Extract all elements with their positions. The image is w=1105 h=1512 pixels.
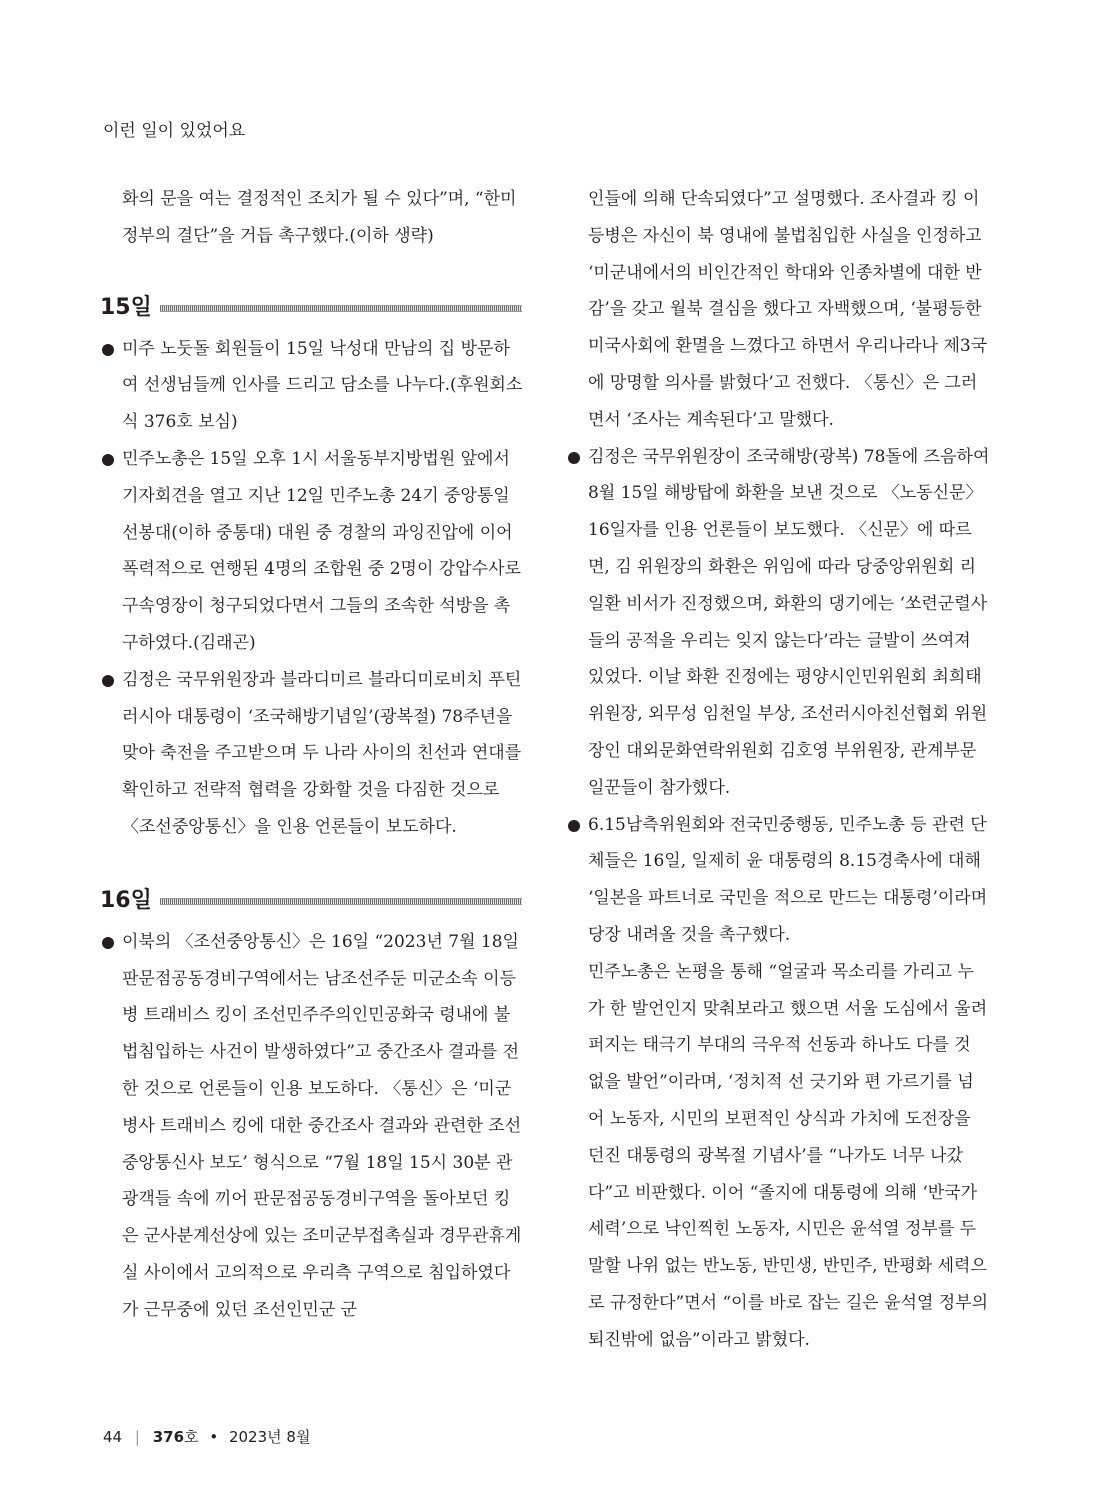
issue-suffix: 호: [184, 1428, 199, 1446]
page-number: 44: [103, 1428, 123, 1446]
day-16-heading: [100, 886, 524, 920]
list-item: [100, 331, 524, 441]
section-label: 이런 일이 있었어요: [103, 121, 246, 141]
year: 2023: [228, 1428, 268, 1446]
footer-separator: |: [134, 1428, 140, 1446]
continuation-paragraph: 인들에 의해 단속되였다”고 설명했다. 조사결과 킹 이등병은 자신이 북 영내에 불법침입한 사실을 인정하고 ‘미군내에서의 비인간적인 학대와 인종차별에 대한 반감’을 갖고 월북 결심을 했다고 자백했으며, ‘불평등한 미국사회에 환멸을 느꼈다고 하면서 우리나라나 제3국에 망명할 의사를 밝혔다’고 전했다. 〈통신〉은 그러면서 ‘조사는 계속된다’고 말했다.: [588, 189, 988, 430]
list-item: [100, 924, 524, 1329]
list-item-text: 김정은 국무위원장과 블라디미르 블라디미로비치 푸틴 러시아 대통령이 ‘조국해방기념일’(광복절) 78주년을 맞아 축전을 주고받으며 두 나라 사이의 친선과 연대를 확인하고 전략적 협력을 강화할 것을 다짐한 것으로 〈조선중앙통신〉을 인용 언론들이 보도하다.: [122, 669, 522, 837]
list-item-text: 민주노총은 15일 오후 1시 서울동부지방법원 앞에서 기자회견을 열고 지난 12일 민주노총 24기 중앙통일선봉대(이하 중통대) 대원 중 경찰의 과잉진압에 이어 폭력적으로 연행된 4명의 조합원 중 2명이 강압수사로 구속영장이 청구되었다면서 그들의 조속한 석방을 촉구하였다.(김래곤): [122, 448, 521, 653]
year-suffix: 년: [267, 1428, 282, 1446]
bullet-icon: [568, 820, 580, 832]
bullet-icon: [102, 937, 114, 949]
list-item: [566, 439, 990, 807]
list-item-text: 김정은 국무위원장이 조국해방(광복) 78돌에 즈음하여 8월 15일 해방탑에 화환을 보낸 것으로 〈노동신문〉 16일자를 인용 언론들이 보도했다. 〈신문〉에 따르면, 김 위원장의 화환은 위임에 따라 당중앙위원회 리일환 비서가 진정했으며, 화환의 댕기에는 ‘쏘련군렬사들의 공적을 우리는 잊지 않는다’라는 글발이 쓰여져 있었다. 이날 화환 진정에는 평양시인민위원회 최희태 위원장, 외무성 임천일 부상, 조선러시아친선협회 위원장인 대외문화연락위원회 김호영 부위원장, 관계부문 일꾼들이 참가했다.: [588, 446, 990, 798]
day-15-heading: [100, 293, 524, 327]
month-suffix: 월: [295, 1428, 311, 1446]
heading-rule-divider: [160, 305, 522, 312]
page-footer: [103, 1426, 310, 1447]
list-item: [100, 441, 524, 662]
day-16-heading-text: 16일: [100, 887, 152, 913]
footer-dot: •: [209, 1428, 219, 1446]
list-item-text: 이북의 〈조선중앙통신〉은 16일 “2023년 7월 18일 판문점공동경비구역에서는 남조선주둔 미군소속 이등병 트래비스 킹이 조선민주주의인민공화국 령내에 불법침입하는 사건이 발생하였다”고 중간조사 결과를 전한 것으로 언론들이 인용 보도하다. 〈통신〉은 ‘미군병사 트래비스 킹에 대한 중간조사 결과와 관련한 조선중앙통신사 보도’ 형식으로 “7월 18일 15시 30분 관광객들 속에 끼어 판문점공동경비구역을 돌아보던 킹은 군사분계선상에 있는 조미군부접촉실과 경무관휴게실 사이에서 고의적으로 우리측 구역으로 침입하였다가 근무중에 있던 조선인민군 군: [122, 931, 522, 1320]
intro-paragraph: 화의 문을 여는 결정적인 조치가 될 수 있다”며, “한미 정부의 결단”을 거듭 촉구했다.(이하 생략): [122, 189, 517, 246]
issue-number: 376: [152, 1428, 185, 1446]
bullet-icon: [102, 344, 114, 356]
heading-rule-divider: [160, 898, 522, 905]
list-item: [100, 662, 524, 846]
right-column: [566, 181, 990, 1359]
bullet-icon: [568, 452, 580, 464]
list-item-text: 미주 노둣돌 회원들이 15일 낙성대 만남의 집 방문하여 선생님들께 인사를 드리고 담소를 나누다.(후원회소식 376호 보심): [122, 338, 523, 433]
day-15-heading-text: 15일: [100, 294, 152, 320]
list-item-text: 6.15남측위원회와 전국민중행동, 민주노총 등 관련 단체들은 16일, 일제히 윤 대통령의 8.15경축사에 대해 ‘일본을 파트너로 국민을 적으로 만드는 대통령’이라며 당장 내려올 것을 촉구했다.: [588, 814, 988, 945]
month: 8: [286, 1428, 296, 1446]
bullet-icon: [102, 675, 114, 687]
closing-paragraph: 민주노총은 논평을 통해 “얼굴과 목소리를 가리고 누가 한 발언인지 맞춰보라고 했으면 서울 도심에서 울려 퍼지는 태극기 부대의 극우적 선동과 하나도 다를 것 없을 발언”이라며, ‘정치적 선 긋기와 편 가르기를 넘어 노동자, 시민의 보편적인 상식과 가치에 도전장을 던진 대통령의 광복절 기념사’를 “나가도 너무 나갔다”고 비판했다. 이어 “졸지에 대통령에 의해 ‘반국가세력’으로 낙인찍힌 노동자, 시민은 윤석열 정부를 두말할 나위 없는 반노동, 반민생, 반민주, 반평화 세력으로 규정한다”면서 “이를 바로 잡는 길은 윤석열 정부의 퇴진밖에 없음”이라고 밝혔다.: [588, 961, 989, 1350]
list-item: [566, 807, 990, 954]
bullet-icon: [102, 454, 114, 466]
left-column: [100, 181, 524, 1329]
